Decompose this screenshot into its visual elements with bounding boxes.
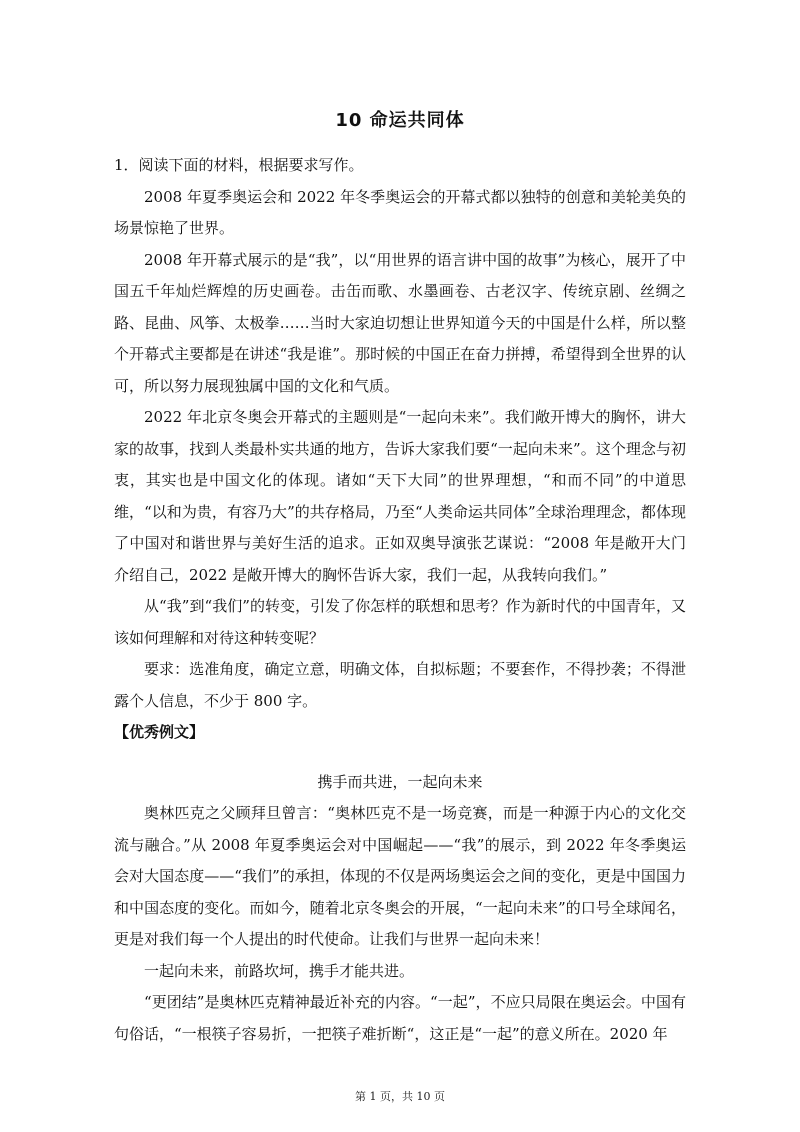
material-paragraph: 2022 年北京冬奥会开幕式的主题则是“一起向未来”。我们敞开博大的胸怀，讲大家的故事，找到人类最朴实共通的地方，告诉大家我们要“一起向未来”。这个理念与初衷，其实也是中国文化的体现。诸如“天下大同”的世界理想，“和而不同”的中道思维，“以和为贵，有容乃大”的共存格局，乃至“人类命运共同体”全球治理理念，都体现了中国对和谐世界与美好生活的追求。正如双奥导演张艺谋说：“2008 年是敞开大门介绍自己，2022 是敞开博大的胸怀告诉大家，我们一起，从我转向我们。” [114,408,686,584]
essay-title: 携手而共进，一起向未来 [317,772,483,791]
essay-paragraph: 一起向未来，前路坎坷，携手才能共进。 [144,961,415,980]
document-body [114,150,686,1050]
material-paragraph: 2008 年开幕式展示的是“我”，以“用世界的语言讲中国的故事”为核心，展开了中国五千年灿烂辉煌的历史画卷。击缶而歌、水墨画卷、古老汉字、传统京剧、丝绸之路、昆曲、风筝、太极拳……当时大家迫切想让世界知道今天的中国是什么样，所以整个开幕式主要都是在讲述“我是谁”。那时候的中国正在奋力拼搏，希望得到全世界的认可，所以努力展现独属中国的文化和气质。 [114,250,686,395]
question-prompt: 1．阅读下面的材料，根据要求写作。 [114,156,364,174]
essay-paragraph: “更团结”是奥林匹克精神最近补充的内容。“一起”，不应只局限在奥运会。中国有句俗话，“一根筷子容易折，一把筷子难折断“，这正是“一起”的意义所在。2020 年 [114,993,686,1043]
requirements-paragraph: 要求：选准角度，确定立意，明确文体，自拟标题；不要套作，不得抄袭；不得泄露个人信息，不少于 800 字。 [114,660,686,710]
essay-paragraph: 奥林匹克之父顾拜旦曾言：“奥林匹克不是一场竞赛，而是一种源于内心的文化交流与融合。”从 2008 年夏季奥运会对中国崛起——“我”的展示，到 2022 年冬季奥运会对大国态度——“我们”的承担，体现的不仅是两场奥运会之间的变化，更是中国国力和中国态度的变化。而如今，随着北京冬奥会的开展，“一起向未来”的口号全球闻名，更是对我们每一个人提出的时代使命。让我们与世界一起向未来！ [114,804,686,948]
material-paragraph: 2008 年夏季奥运会和 2022 年冬季奥运会的开幕式都以独特的创意和美轮美奂的场景惊艳了世界。 [114,187,686,237]
page-title: 10 命运共同体 [335,110,465,131]
material-paragraph: 从“我”到“我们”的转变，引发了你怎样的联想和思考？作为新时代的中国青年，又该如何理解和对待这种转变呢？ [114,597,686,647]
page-footer: 第 1 页，共 10 页 [355,1090,445,1103]
example-essay-heading: 【优秀例文】 [114,723,205,741]
